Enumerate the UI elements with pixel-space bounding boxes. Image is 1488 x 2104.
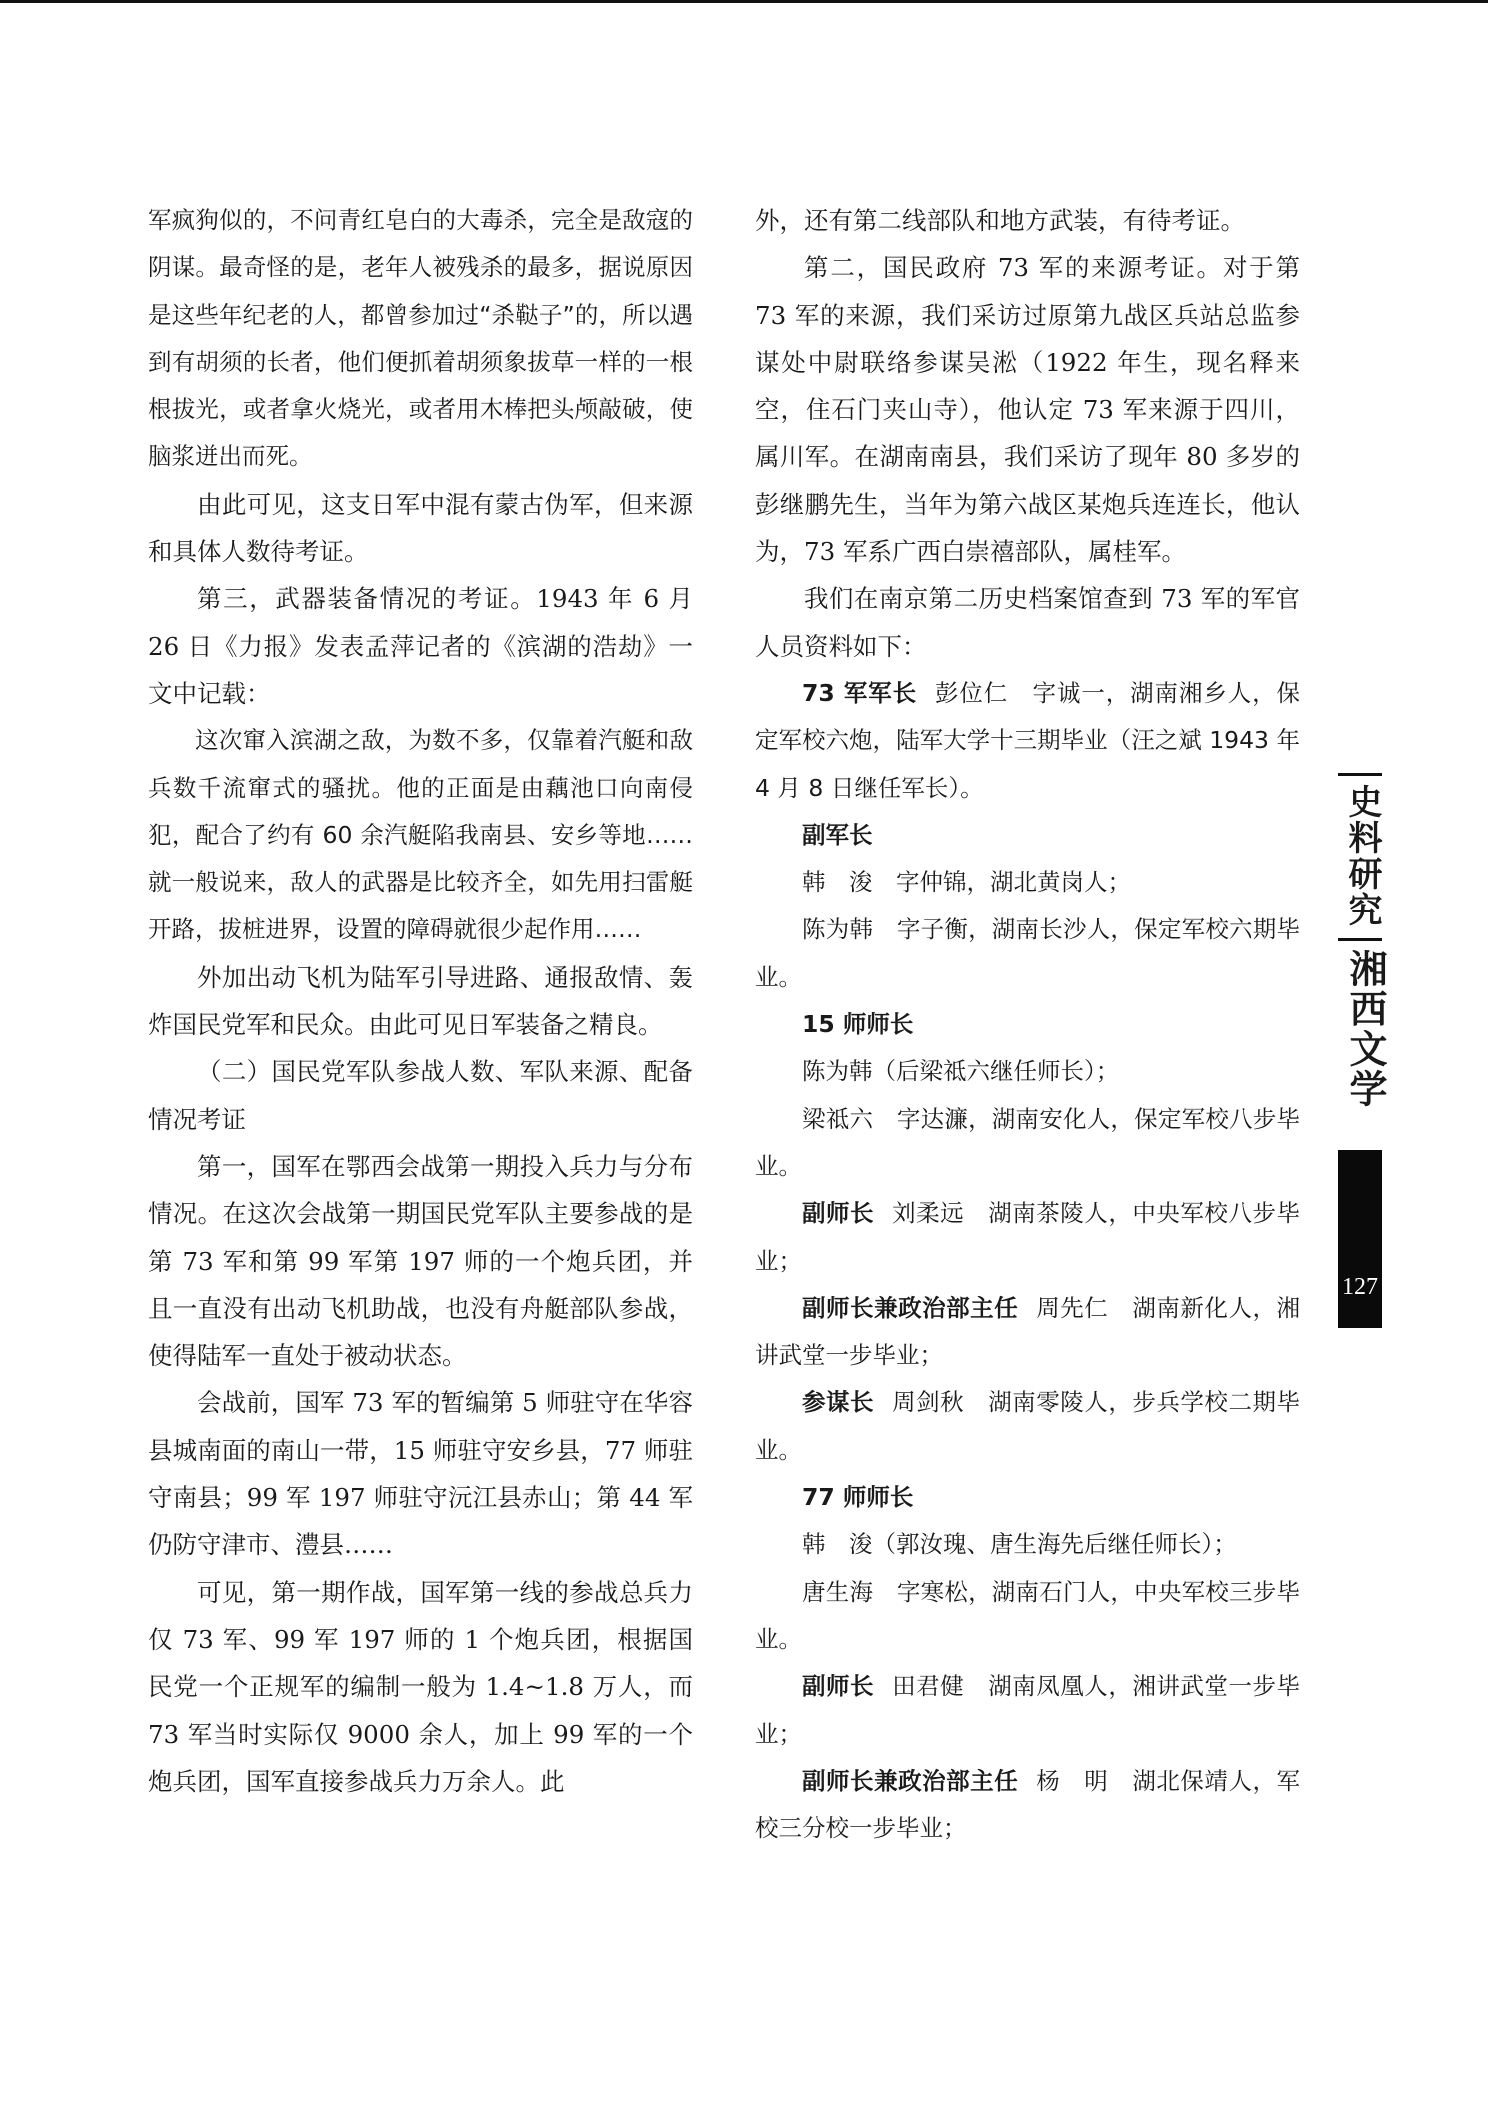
roster-entry: 陈为韩 字子衡，湖南长沙人，保定军校六期毕业。 bbox=[755, 915, 1300, 991]
roster-text: 周先仁 湖南新化人，湘讲武堂一步毕业； bbox=[755, 1293, 1301, 1370]
paragraph: 会战前，国军 73 军的暂编第 5 师驻守在华容县城南面的南山一带，15 师驻守安乡县，77 师驻守南县；99 军 197 师驻守沅江县赤山；第 44 军仍防守津市、澧县…… bbox=[148, 1388, 693, 1560]
paragraph: 我们在南京第二历史档案馆查到 73 军的军官人员资料如下： bbox=[755, 584, 1300, 661]
roster-text: 田君健 湖南凤凰人，湘讲武堂一步毕业； bbox=[755, 1672, 1301, 1748]
roster-entry bbox=[755, 1663, 1300, 1758]
roster-title: 副师长 bbox=[802, 1199, 875, 1228]
roster-entry bbox=[755, 1285, 1300, 1380]
roster-entry bbox=[755, 1001, 1300, 1048]
roster-entry bbox=[755, 670, 1300, 812]
side-divider bbox=[1338, 773, 1382, 776]
block-quote: 这次窜入滨湖之敌，为数不多，仅靠着汽艇和敌兵数千流窜式的骚扰。他的正面是由藕池口向南侵犯，配合了约有 60 余汽艇陷我南县、安乡等地……就一般说来，敌人的武器是比较齐全，如先用扫雷艇开路，拔桩进界，设置的障碍就很少起作用…… bbox=[148, 726, 693, 944]
roster-title: 副师长兼政治部主任 bbox=[802, 1766, 1019, 1795]
roster-entry bbox=[755, 1758, 1300, 1853]
roster-title: 副军长 bbox=[802, 820, 873, 849]
left-column bbox=[148, 197, 693, 1805]
roster-title: 77 师师长 bbox=[802, 1483, 914, 1512]
roster-title: 副师长 bbox=[802, 1672, 875, 1701]
roster-entry: 梁祗六 字达濂，湖南安化人，保定军校八步毕业。 bbox=[755, 1104, 1300, 1180]
roster-title: 副师长兼政治部主任 bbox=[802, 1293, 1019, 1322]
roster-entry bbox=[755, 1379, 1300, 1474]
roster-title: 参谋长 bbox=[802, 1388, 875, 1417]
paragraph: 由此可见，这支日军中混有蒙古伪军，但来源和具体人数待考证。 bbox=[148, 489, 693, 567]
roster-text: 杨 明 湖北保靖人，军校三分校一步毕业； bbox=[755, 1766, 1301, 1843]
paragraph: 外加出动飞机为陆军引导进路、通报敌情、轰炸国民党军和民众。由此可见日军装备之精良。 bbox=[148, 962, 693, 1040]
side-tab bbox=[1338, 773, 1388, 1121]
page-number: 127 bbox=[1342, 1274, 1378, 1300]
roster-text: 彭位仁 字诚一，湖南湘乡人，保定军校六炮，陆军大学十三期毕业（汪之斌 1943 年 4 月 8 日继任军长）。 bbox=[755, 678, 1300, 802]
roster-entry bbox=[755, 1474, 1300, 1521]
roster-entry bbox=[755, 812, 1300, 859]
roster-entry: 陈为韩（后梁祗六继任师长）； bbox=[802, 1057, 1120, 1086]
section-title: 史料研究 bbox=[1342, 784, 1382, 928]
roster-entry bbox=[755, 1190, 1300, 1285]
subheading: （二）国民党军队参战人数、军队来源、配备情况考证 bbox=[148, 1057, 693, 1134]
journal-logo: 湘西文学 bbox=[1343, 949, 1388, 1109]
paragraph: 外，还有第二线部队和地方武装，有待考证。 bbox=[755, 206, 1245, 235]
roster-title: 73 军军长 bbox=[802, 678, 917, 707]
side-divider bbox=[1338, 938, 1382, 941]
roster-text: 周剑秋 湖南零陵人，步兵学校二期毕业。 bbox=[755, 1388, 1301, 1464]
roster-entry: 韩 浚（郭汝瑰、唐生海先后继任师长）； bbox=[802, 1530, 1237, 1559]
roster-title: 15 师师长 bbox=[802, 1010, 914, 1039]
roster-entry: 唐生海 字寒松，湖南石门人，中央军校三步毕业。 bbox=[755, 1577, 1300, 1653]
paragraph: 军疯狗似的，不问青红皂白的大毒杀，完全是敌寇的阴谋。最奇怪的是，老年人被残杀的最多，据说原因是这些年纪老的人，都曾参加过“杀鞑子”的，所以遇到有胡须的长者，他们便抓着胡须象拔草一样的一根根拔光，或者拿火烧光，或者用木棒把头颅敲破，使脑浆迸出而死。 bbox=[148, 206, 693, 471]
paragraph: 可见，第一期作战，国军第一线的参战总兵力仅 73 军、99 军 197 师的 1 个炮兵团，根据国民党一个正规军的编制一般为 1.4~1.8 万人，而 73 军当时实际仅 9000 余人，加上 99 军的一个炮兵团，国军直接参战兵力万余人。此 bbox=[148, 1577, 693, 1796]
paragraph: 第二，国民政府 73 军的来源考证。对于第 73 军的来源，我们采访过原第九战区兵站总监参谋处中尉联络参谋吴淞（1922 年生，现名释来空，住石门夹山寺），他认定 73 军来源于四川，属川军。在湖南南县，我们采访了现年 80 多岁的彭继鹏先生，当年为第六战区某炮兵连连长，他认为，73 军系广西白崇禧部队，属桂军。 bbox=[755, 253, 1300, 567]
paragraph: 第一，国军在鄂西会战第一期投入兵力与分布情况。在这次会战第一期国民党军队主要参战的是第 73 军和第 99 军第 197 师的一个炮兵团，并且一直没有出动飞机助战，也没有舟艇部队参战，使得陆军一直处于被动状态。 bbox=[148, 1151, 693, 1371]
right-column bbox=[755, 197, 1300, 1852]
roster-text: 刘柔远 湖南茶陵人，中央军校八步毕业； bbox=[755, 1199, 1301, 1275]
top-border-rule bbox=[0, 0, 1488, 3]
page-number-tab bbox=[1338, 1150, 1382, 1328]
roster-entry: 韩 浚 字仲锦，湖北黄岗人； bbox=[802, 868, 1131, 897]
paragraph: 第三，武器装备情况的考证。1943 年 6 月 26 日《力报》发表孟萍记者的《滨湖的浩劫》一文中记载： bbox=[148, 584, 693, 708]
